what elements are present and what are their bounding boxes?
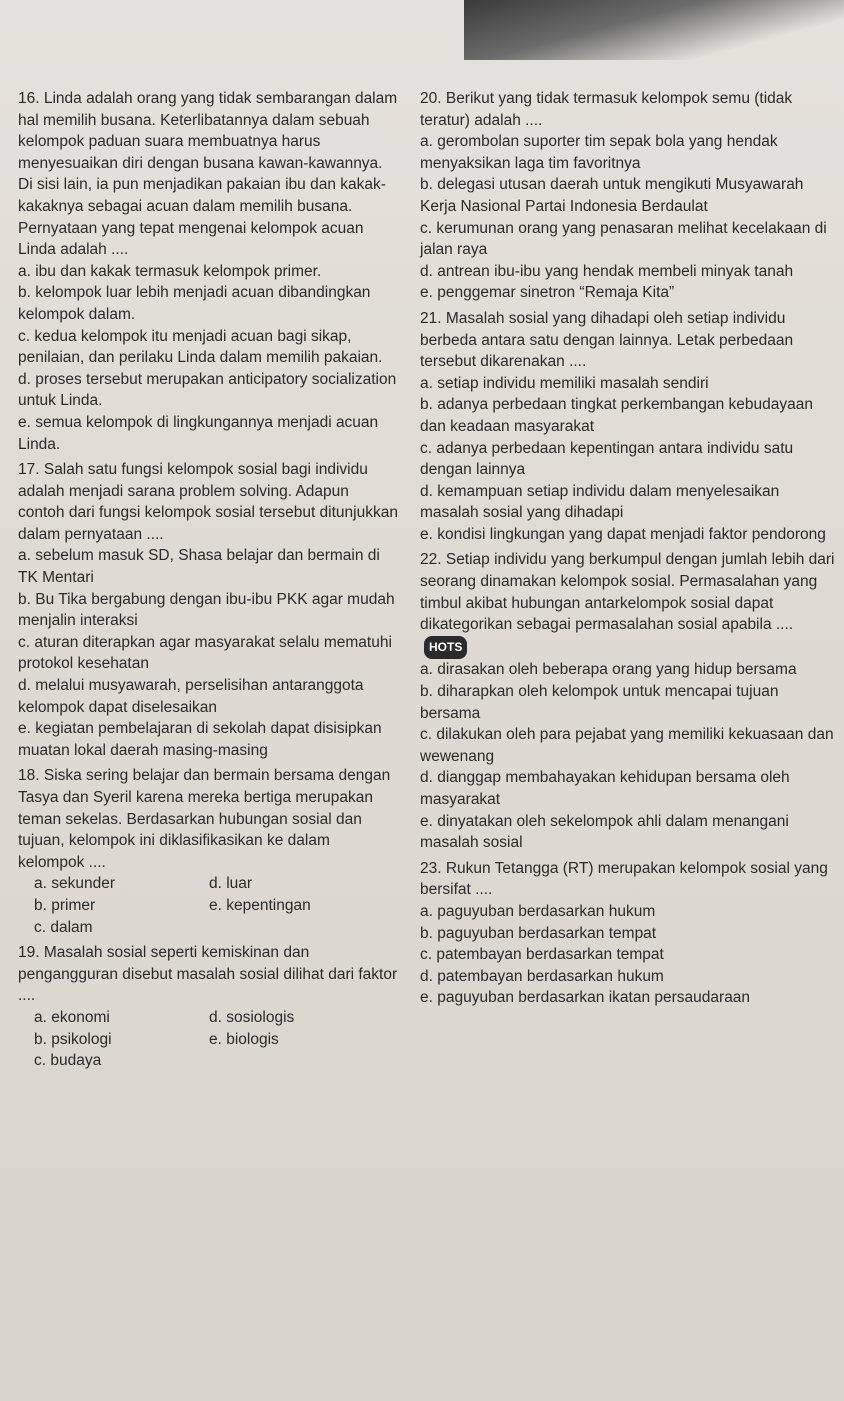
option-e[interactable]: e. penggemar sinetron “Remaja Kita”: [420, 284, 675, 302]
option-a[interactable]: a. sekunder: [34, 875, 115, 893]
option-a[interactable]: a. gerombolan suporter tim sepak bola yang hendak menyaksikan laga tim favoritnya: [420, 133, 778, 172]
question-stem: 21. Masalah sosial yang dihadapi oleh setiap individu berbeda antara satu dengan lainnya. Letak perbedaan tersebut dikarenakan ....: [420, 309, 794, 371]
question-stem: 19. Masalah sosial seperti kemiskinan dan pengangguran disebut masalah sosial dilihat dari faktor ....: [18, 944, 398, 1005]
left-column: [18, 88, 398, 1076]
option-e[interactable]: e. kepentingan: [209, 896, 311, 914]
option-d[interactable]: d. melalui musyawarah, perselisihan antaranggota kelompok dapat diselesaikan: [18, 677, 364, 716]
option-d[interactable]: d. patembayan berdasarkan hukum: [420, 967, 664, 985]
question-stem: 22. Setiap individu yang berkumpul dengan jumlah lebih dari seorang dinamakan kelompok sosial. Permasalahan yang timbul akibat hubungan antarkelompok sosial dapat dikategorikan sebagai permasalahan sosial apabila ....: [420, 551, 835, 634]
option-d[interactable]: d. kemampuan setiap individu dalam menyelesaikan masalah sosial yang dihadapi: [420, 482, 780, 522]
question-stem: 16. Linda adalah orang yang tidak sembarangan dalam hal memilih busana. Keterlibatannya dalam sebuah kelompok paduan suara membuatnya harus menyesuaikan diri dengan busana kawan-kawannya. Di sisi lain, ia pun menjadikan pakaian ibu dan kakak-kakaknya sebagai acuan dalam memilih busana. Pernyataan yang tepat mengenai kelompok acuan Linda adalah ....: [18, 90, 398, 259]
right-column: [420, 88, 840, 1013]
option-b[interactable]: b. kelompok luar lebih menjadi acuan dibandingkan kelompok dalam.: [18, 284, 371, 323]
question-19: [18, 942, 398, 1072]
option-b[interactable]: b. paguyuban berdasarkan tempat: [420, 924, 657, 942]
option-d[interactable]: d. sosiologis: [209, 1008, 295, 1026]
option-b[interactable]: b. diharapkan oleh kelompok untuk mencapai tujuan bersama: [420, 683, 779, 722]
option-b[interactable]: b. psikologi: [34, 1030, 112, 1048]
options-grid: [18, 873, 398, 938]
question-17: [18, 459, 398, 761]
question-20: [420, 88, 840, 304]
option-e[interactable]: e. paguyuban berdasarkan ikatan persaudaraan: [420, 989, 751, 1007]
option-a[interactable]: a. sebelum masuk SD, Shasa belajar dan bermain di TK Mentari: [18, 547, 380, 587]
question-stem: 17. Salah satu fungsi kelompok sosial bagi individu adalah menjadi sarana problem solving. Adapun contoh dari fungsi kelompok sosial tersebut ditunjukkan dalam pernyataan ....: [18, 461, 398, 543]
option-c[interactable]: c. aturan diterapkan agar masyarakat selalu mematuhi protokol kesehatan: [18, 633, 392, 673]
option-a[interactable]: a. setiap individu memiliki masalah sendiri: [420, 374, 709, 392]
option-c[interactable]: c. kerumunan orang yang penasaran melihat kecelakaan di jalan raya: [420, 219, 827, 259]
question-18: [18, 765, 398, 938]
options-grid: [18, 1007, 398, 1072]
option-d[interactable]: d. antrean ibu-ibu yang hendak membeli minyak tanah: [420, 262, 794, 280]
option-c[interactable]: c. kedua kelompok itu menjadi acuan bagi sikap, penilaian, dan perilaku Linda dalam memilih pakaian.: [18, 327, 383, 367]
question-stem: 18. Siska sering belajar dan bermain bersama dengan Tasya dan Syeril karena mereka bertiga merupakan teman sekelas. Berdasarkan hubungan sosial dan tujuan, kelompok ini diklasifikasikan ke dalam kelompok ....: [18, 767, 391, 871]
question-21: [420, 308, 840, 546]
option-a[interactable]: a. ibu dan kakak termasuk kelompok primer.: [18, 262, 322, 280]
question-stem: 20. Berikut yang tidak termasuk kelompok semu (tidak teratur) adalah ....: [420, 90, 793, 129]
question-stem: 23. Rukun Tetangga (RT) merupakan kelompok sosial yang bersifat ....: [420, 859, 828, 899]
option-e[interactable]: e. semua kelompok di lingkungannya menjadi acuan Linda.: [18, 413, 379, 453]
option-e[interactable]: e. biologis: [209, 1030, 279, 1048]
question-stem-wrap: [420, 549, 840, 659]
option-b[interactable]: b. adanya perbedaan tingkat perkembangan kebudayaan dan keadaan masyarakat: [420, 396, 813, 435]
option-e[interactable]: e. dinyatakan oleh sekelompok ahli dalam menangani masalah sosial: [420, 812, 789, 852]
option-c[interactable]: c. patembayan berdasarkan tempat: [420, 946, 664, 964]
page-shadow: [464, 0, 844, 60]
option-c[interactable]: c. adanya perbedaan kepentingan antara individu satu dengan lainnya: [420, 439, 794, 479]
option-c[interactable]: c. budaya: [34, 1052, 102, 1070]
question-22: [420, 549, 840, 853]
option-b[interactable]: b. primer: [34, 896, 96, 914]
question-16: [18, 88, 398, 455]
option-e[interactable]: e. kondisi lingkungan yang dapat menjadi faktor pendorong: [420, 525, 826, 543]
option-e[interactable]: e. kegiatan pembelajaran di sekolah dapat disisipkan muatan lokal daerah masing-masing: [18, 720, 382, 759]
option-b[interactable]: b. Bu Tika bergabung dengan ibu-ibu PKK agar mudah menjalin interaksi: [18, 590, 395, 630]
option-d[interactable]: d. proses tersebut merupakan anticipatory socialization untuk Linda.: [18, 370, 397, 410]
option-b[interactable]: b. delegasi utusan daerah untuk mengikuti Musyawarah Kerja Nasional Partai Indonesia Berdaulat: [420, 176, 804, 215]
option-c[interactable]: c. dilakukan oleh para pejabat yang memiliki kekuasaan dan wewenang: [420, 726, 834, 765]
option-a[interactable]: a. dirasakan oleh beberapa orang yang hidup bersama: [420, 661, 797, 679]
option-d[interactable]: d. luar: [209, 875, 253, 893]
hots-badge: HOTS: [424, 636, 467, 660]
question-23: [420, 858, 840, 1009]
option-d[interactable]: d. dianggap membahayakan kehidupan bersama oleh masyarakat: [420, 769, 790, 808]
option-c[interactable]: c. dalam: [34, 918, 93, 936]
option-a[interactable]: a. paguyuban berdasarkan hukum: [420, 902, 656, 920]
option-a[interactable]: a. ekonomi: [34, 1008, 110, 1026]
